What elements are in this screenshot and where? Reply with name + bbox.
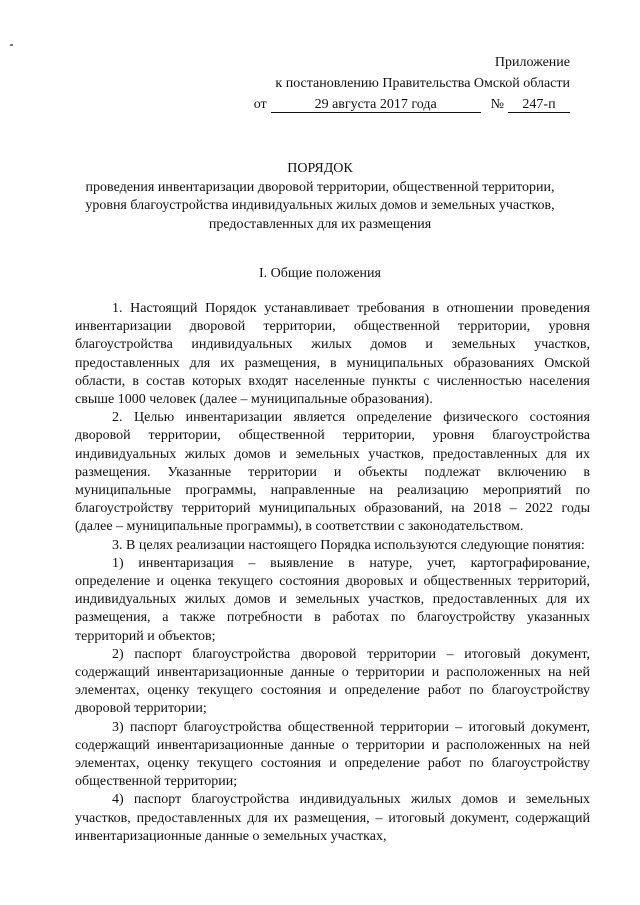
resolution-date: 29 августа 2017 года [271,97,481,113]
appendix-header [240,52,570,115]
resolution-number: 247-п [508,97,570,113]
definition-item: 3) паспорт благоустройства общественной территории – итоговый документ, содержащий инвентаризационные данные о территории и расположенных на ней элементах, оценку текущего состояния и определение работ по благоустройству общественной территории; [75,719,590,790]
paragraph: 3. В целях реализации настоящего Порядка используются следующие понятия: [112,537,585,553]
definition-item: 1) инвентаризация – выявление в натуре, учет, картографирование, определение и оценка текущего состояния дворовых и общественных территорий, индивидуальных жилых домов и земельных участков, предоставленных для их размещения, а также потребности в работах по благоустройству указанных территорий и объектов; [75,555,590,644]
paragraph: 2. Целью инвентаризации является определение физического состояния дворовой территории, общественной территории, уровня благоустройства индивидуальных жилых домов и земельных участков, предоставленных для их размещения. Указанные территории и объекты подлежат включению в муниципальные программы, направленные на реализацию мероприятий по благоустройству территорий муниципальных образований, на 2018 – 2022 годы (далее – муниципальные программы), в соответствии с законодательством. [75,410,590,535]
number-prefix: № [490,97,504,112]
document-body [75,300,590,846]
resolution-reference: к постановлению Правительства Омской области [275,76,570,91]
paragraph: 1. Настоящий Порядок устанавливает требования в отношении проведения инвентаризации дворовой территории, общественной территории, уровня благоустройства индивидуальных жилых домов и земельных участков, предоставленных для их размещения, в муниципальных образованиях Омской области, в состав которых входят населенные пункты с численностью населения свыше 1000 человек (далее – муниципальные образования). [75,301,590,408]
appendix-label: Приложение [494,55,570,70]
resolution-date-row [240,94,570,115]
definition-item: 2) паспорт благоустройства дворовой территории – итоговый документ, содержащий инвентаризационные данные о территории и расположенных на ней элементах, оценку текущего состояния и определение работ по благоустройству дворовой территории; [75,646,590,717]
definition-item: 4) паспорт благоустройства индивидуальных жилых домов и земельных участков, предоставленных для их размещения, – итоговый документ, содержащий инвентаризационные данные о земельных участках, [75,792,590,844]
scan-mark [10,44,13,46]
title-heading: ПОРЯДОК [287,161,353,176]
section-heading: I. Общие положения [259,266,381,281]
document-title [70,160,570,234]
date-prefix: от [253,97,267,112]
title-subtitle: проведения инвентаризации дворовой территории, общественной территории, уровня благоустройства индивидуальных жилых домов и земельных участков, предоставленных для их размещения [85,179,555,232]
